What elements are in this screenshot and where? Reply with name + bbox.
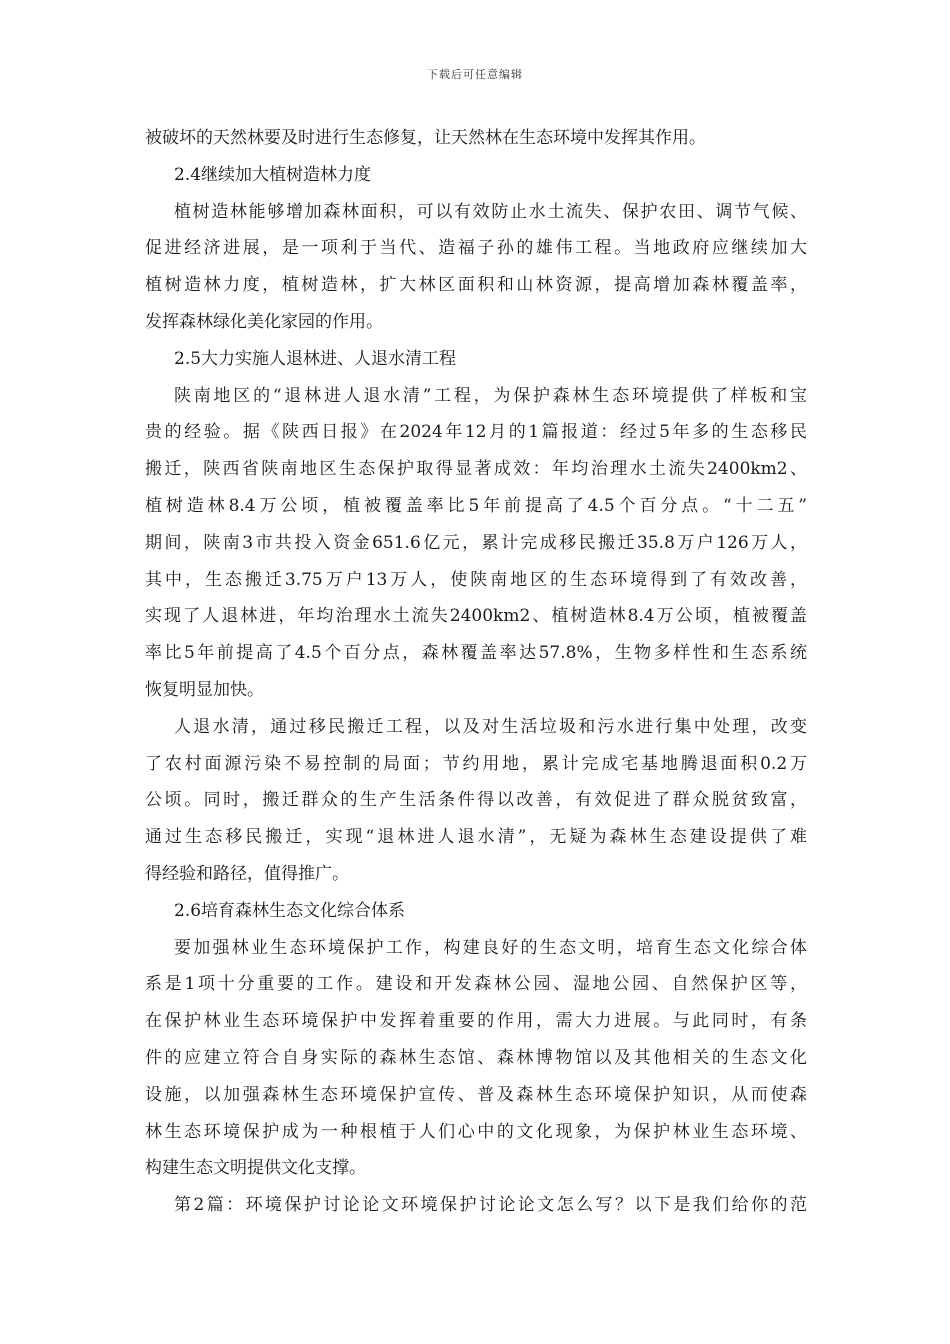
paragraph-line: 期间，陕南3市共投入资金651.6亿元，累计完成移民搬迁35.8万户126万人， — [145, 532, 807, 553]
page-header: 下载后可任意编辑 — [427, 68, 523, 81]
paragraph-last-line: 得经验和路径，值得推广。 — [145, 863, 349, 884]
paragraph-line: 在保护林业生态环境保护中发挥着重要的作用，需大力进展。与此同时，有条 — [145, 1011, 807, 1032]
paragraph-line: 贵的经验。据《陕西日报》在2024年12月的1篇报道：经过5年多的生态移民 — [145, 422, 807, 443]
paragraph-line: 林生态环境保护成为一种根植于人们心中的文化现象，为保护林业生态环境、 — [145, 1121, 807, 1142]
paragraph-line: 了农村面源污染不易控制的局面；节约用地，累计完成宅基地腾退面积0.2万 — [145, 753, 807, 774]
paragraph-first-line: 人退水清，通过移民搬迁工程，以及对生活垃圾和污水进行集中处理，改变 — [174, 716, 807, 737]
paragraph-line: 率比5年前提高了4.5个百分点，森林覆盖率达57.8%，生物多样性和生态系统 — [145, 643, 807, 664]
paragraph-line: 公顷。同时，搬迁群众的生产生活条件得以改善，有效促进了群众脱贫致富， — [145, 790, 807, 811]
paragraph-first-line: 要加强林业生态环境保护工作，构建良好的生态文明，培育生态文化综合体 — [174, 937, 807, 958]
paragraph-line: 件的应建立符合自身实际的森林生态馆、森林博物馆以及其他相关的生态文化 — [145, 1047, 807, 1068]
paragraph-first-line: 植树造林能够增加森林面积，可以有效防止水土流失、保护农田、调节气候、 — [174, 201, 807, 222]
document-body — [145, 120, 807, 1224]
paragraph-line: 搬迁，陕西省陕南地区生态保护取得显著成效：年均治理水土流失2400km2、 — [145, 459, 807, 480]
paragraph-first-line: 第2篇：环境保护讨论论文环境保护讨论论文怎么写？以下是我们给你的范 — [174, 1195, 807, 1216]
paragraph-last-line: 构建生态文明提供文化支撑。 — [145, 1158, 366, 1179]
paragraph-last-line: 发挥森林绿化美化家园的作用。 — [145, 311, 383, 332]
section-heading: 2.4继续加大植树造林力度 — [174, 164, 372, 185]
paragraph-line: 植树造林8.4万公顷，植被覆盖率比5年前提高了4.5个百分点。“十二五” — [145, 495, 807, 516]
paragraph-last-line: 被破坏的天然林要及时进行生态修复，让天然林在生态环境中发挥其作用。 — [145, 128, 706, 148]
paragraph-line: 植树造林力度，植树造林，扩大林区面积和山林资源，提高增加森林覆盖率， — [145, 275, 807, 296]
section-heading: 2.5大力实施人退林进、人退水清工程 — [174, 348, 457, 369]
paragraph-first-line: 陕南地区的“退林进人退水清”工程，为保护森林生态环境提供了样板和宝 — [174, 385, 807, 406]
paragraph-line: 系是1项十分重要的工作。建设和开发森林公园、湿地公园、自然保护区等， — [145, 974, 807, 995]
paragraph-line: 设施，以加强森林生态环境保护宣传、普及森林生态环境保护知识，从而使森 — [145, 1084, 807, 1105]
paragraph-line: 实现了人退林进，年均治理水土流失2400km2、植树造林8.4万公顷，植被覆盖 — [145, 606, 807, 627]
section-heading: 2.6培育森林生态文化综合体系 — [174, 900, 406, 921]
paragraph-line: 通过生态移民搬迁，实现“退林进人退水清”，无疑为森林生态建设提供了难 — [145, 827, 807, 848]
paragraph-last-line: 恢复明显加快。 — [145, 679, 264, 700]
paragraph-line: 其中，生态搬迁3.75万户13万人，使陕南地区的生态环境得到了有效改善， — [145, 569, 807, 590]
paragraph-line: 促进经济进展，是一项利于当代、造福子孙的雄伟工程。当地政府应继续加大 — [145, 238, 807, 259]
